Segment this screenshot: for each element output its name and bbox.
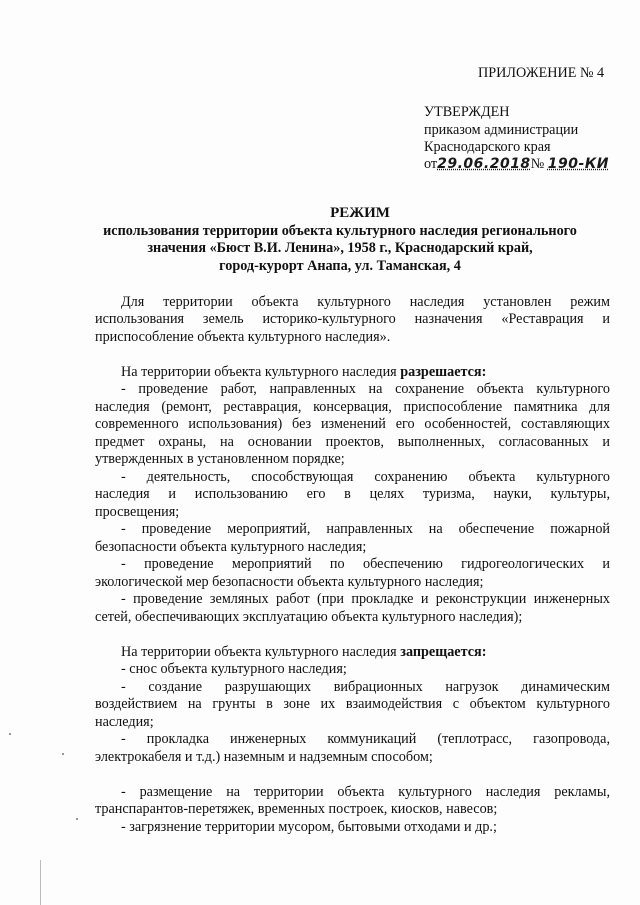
allowed-line: утвержденных в установленном порядке; bbox=[95, 451, 345, 467]
allowed-line: предмет охраны, на основании проектов, выполненных, согласованных и bbox=[95, 434, 610, 450]
forbidden-heading bbox=[121, 644, 486, 661]
allowed-line: наследия (ремонт, реставрация, консервация, приспособление памятника для bbox=[95, 399, 610, 415]
allowed-line: сетей, обеспечивающих эксплуатацию объекта культурного наследия); bbox=[95, 609, 523, 625]
order-date-line bbox=[424, 156, 609, 173]
forbidden-line: воздействием на грунты в зоне их взаимодействия с объектом культурного bbox=[95, 696, 610, 712]
allowed-line: экологической мер безопасности объекта культурного наследия; bbox=[95, 574, 484, 590]
scan-speck bbox=[9, 733, 11, 735]
approved-label: УТВЕРЖДЕН bbox=[424, 104, 510, 120]
scan-speck bbox=[76, 818, 78, 820]
date-prefix: от bbox=[424, 156, 438, 172]
forbidden-line: транспарантов-перетяжек, временных построек, киосков, навесов; bbox=[95, 801, 498, 817]
forbidden-heading-text: На территории объекта культурного наследия bbox=[121, 644, 401, 660]
allowed-line: просвещения; bbox=[95, 504, 180, 520]
allowed-line: - проведение мероприятий по обеспечению гидрогеологических и bbox=[121, 556, 610, 572]
allowed-line: - проведение земляных работ (при прокладке и реконструкции инженерных bbox=[121, 591, 610, 607]
title-line-1: использования территории объекта культурного наследия регионального bbox=[103, 223, 577, 239]
number-sign: № bbox=[530, 156, 545, 172]
forbidden-line: - снос объекта культурного наследия; bbox=[121, 661, 347, 677]
allowed-line: - проведение работ, направленных на сохранение объекта культурного bbox=[121, 381, 610, 397]
title-line-2: значения «Бюст В.И. Ленина», 1958 г., Краснодарский край, bbox=[147, 240, 533, 256]
allowed-line: современного использования) без изменений его особенностей, составляющих bbox=[95, 416, 610, 432]
forbidden-line: - создание разрушающих вибрационных нагрузок динамическим bbox=[121, 679, 610, 695]
intro-line-1: Для территории объекта культурного наследия установлен режим bbox=[121, 294, 610, 310]
order-line-2: Краснодарского края bbox=[424, 139, 551, 155]
intro-line-3: приспособление объекта культурного наследия». bbox=[95, 329, 391, 345]
forbidden-line: - прокладка инженерных коммуникаций (теплотрасс, газопровода, bbox=[121, 731, 610, 747]
forbidden-heading-keyword: запрещается: bbox=[400, 644, 487, 660]
order-line-1: приказом администрации bbox=[424, 122, 579, 138]
allowed-line: безопасности объекта культурного наследия; bbox=[95, 539, 367, 555]
forbidden-line: электрокабеля и т.д.) наземным и надземным способом; bbox=[95, 749, 433, 765]
forbidden-line: наследия; bbox=[95, 714, 154, 730]
intro-line-2: использования земель историко-культурного назначения «Реставрация и bbox=[95, 311, 610, 327]
handwritten-number: 190-КИ bbox=[547, 156, 609, 172]
appendix-label: ПРИЛОЖЕНИЕ № 4 bbox=[478, 65, 605, 81]
forbidden-line: - загрязнение территории мусором, бытовыми отходами и др.; bbox=[121, 819, 497, 835]
allowed-line: - деятельность, способствующая сохранению объекта культурного bbox=[121, 469, 610, 485]
allowed-line: - проведение мероприятий, направленных на обеспечение пожарной bbox=[121, 521, 610, 537]
scan-speck bbox=[62, 753, 64, 755]
allowed-line: наследия и использованию его в целях туризма, науки, культуры, bbox=[95, 486, 610, 502]
allowed-heading-keyword: разрешается: bbox=[400, 364, 487, 380]
handwritten-date: 29.06.2018 bbox=[437, 156, 531, 172]
allowed-heading bbox=[121, 364, 486, 381]
forbidden-line: - размещение на территории объекта культурного наследия рекламы, bbox=[121, 784, 610, 800]
title-line-3: город-курорт Анапа, ул. Таманская, 4 bbox=[219, 258, 461, 274]
allowed-heading-text: На территории объекта культурного наследия bbox=[121, 364, 401, 380]
scan-edge-line bbox=[40, 860, 41, 905]
title-main: РЕЖИМ bbox=[330, 205, 390, 221]
